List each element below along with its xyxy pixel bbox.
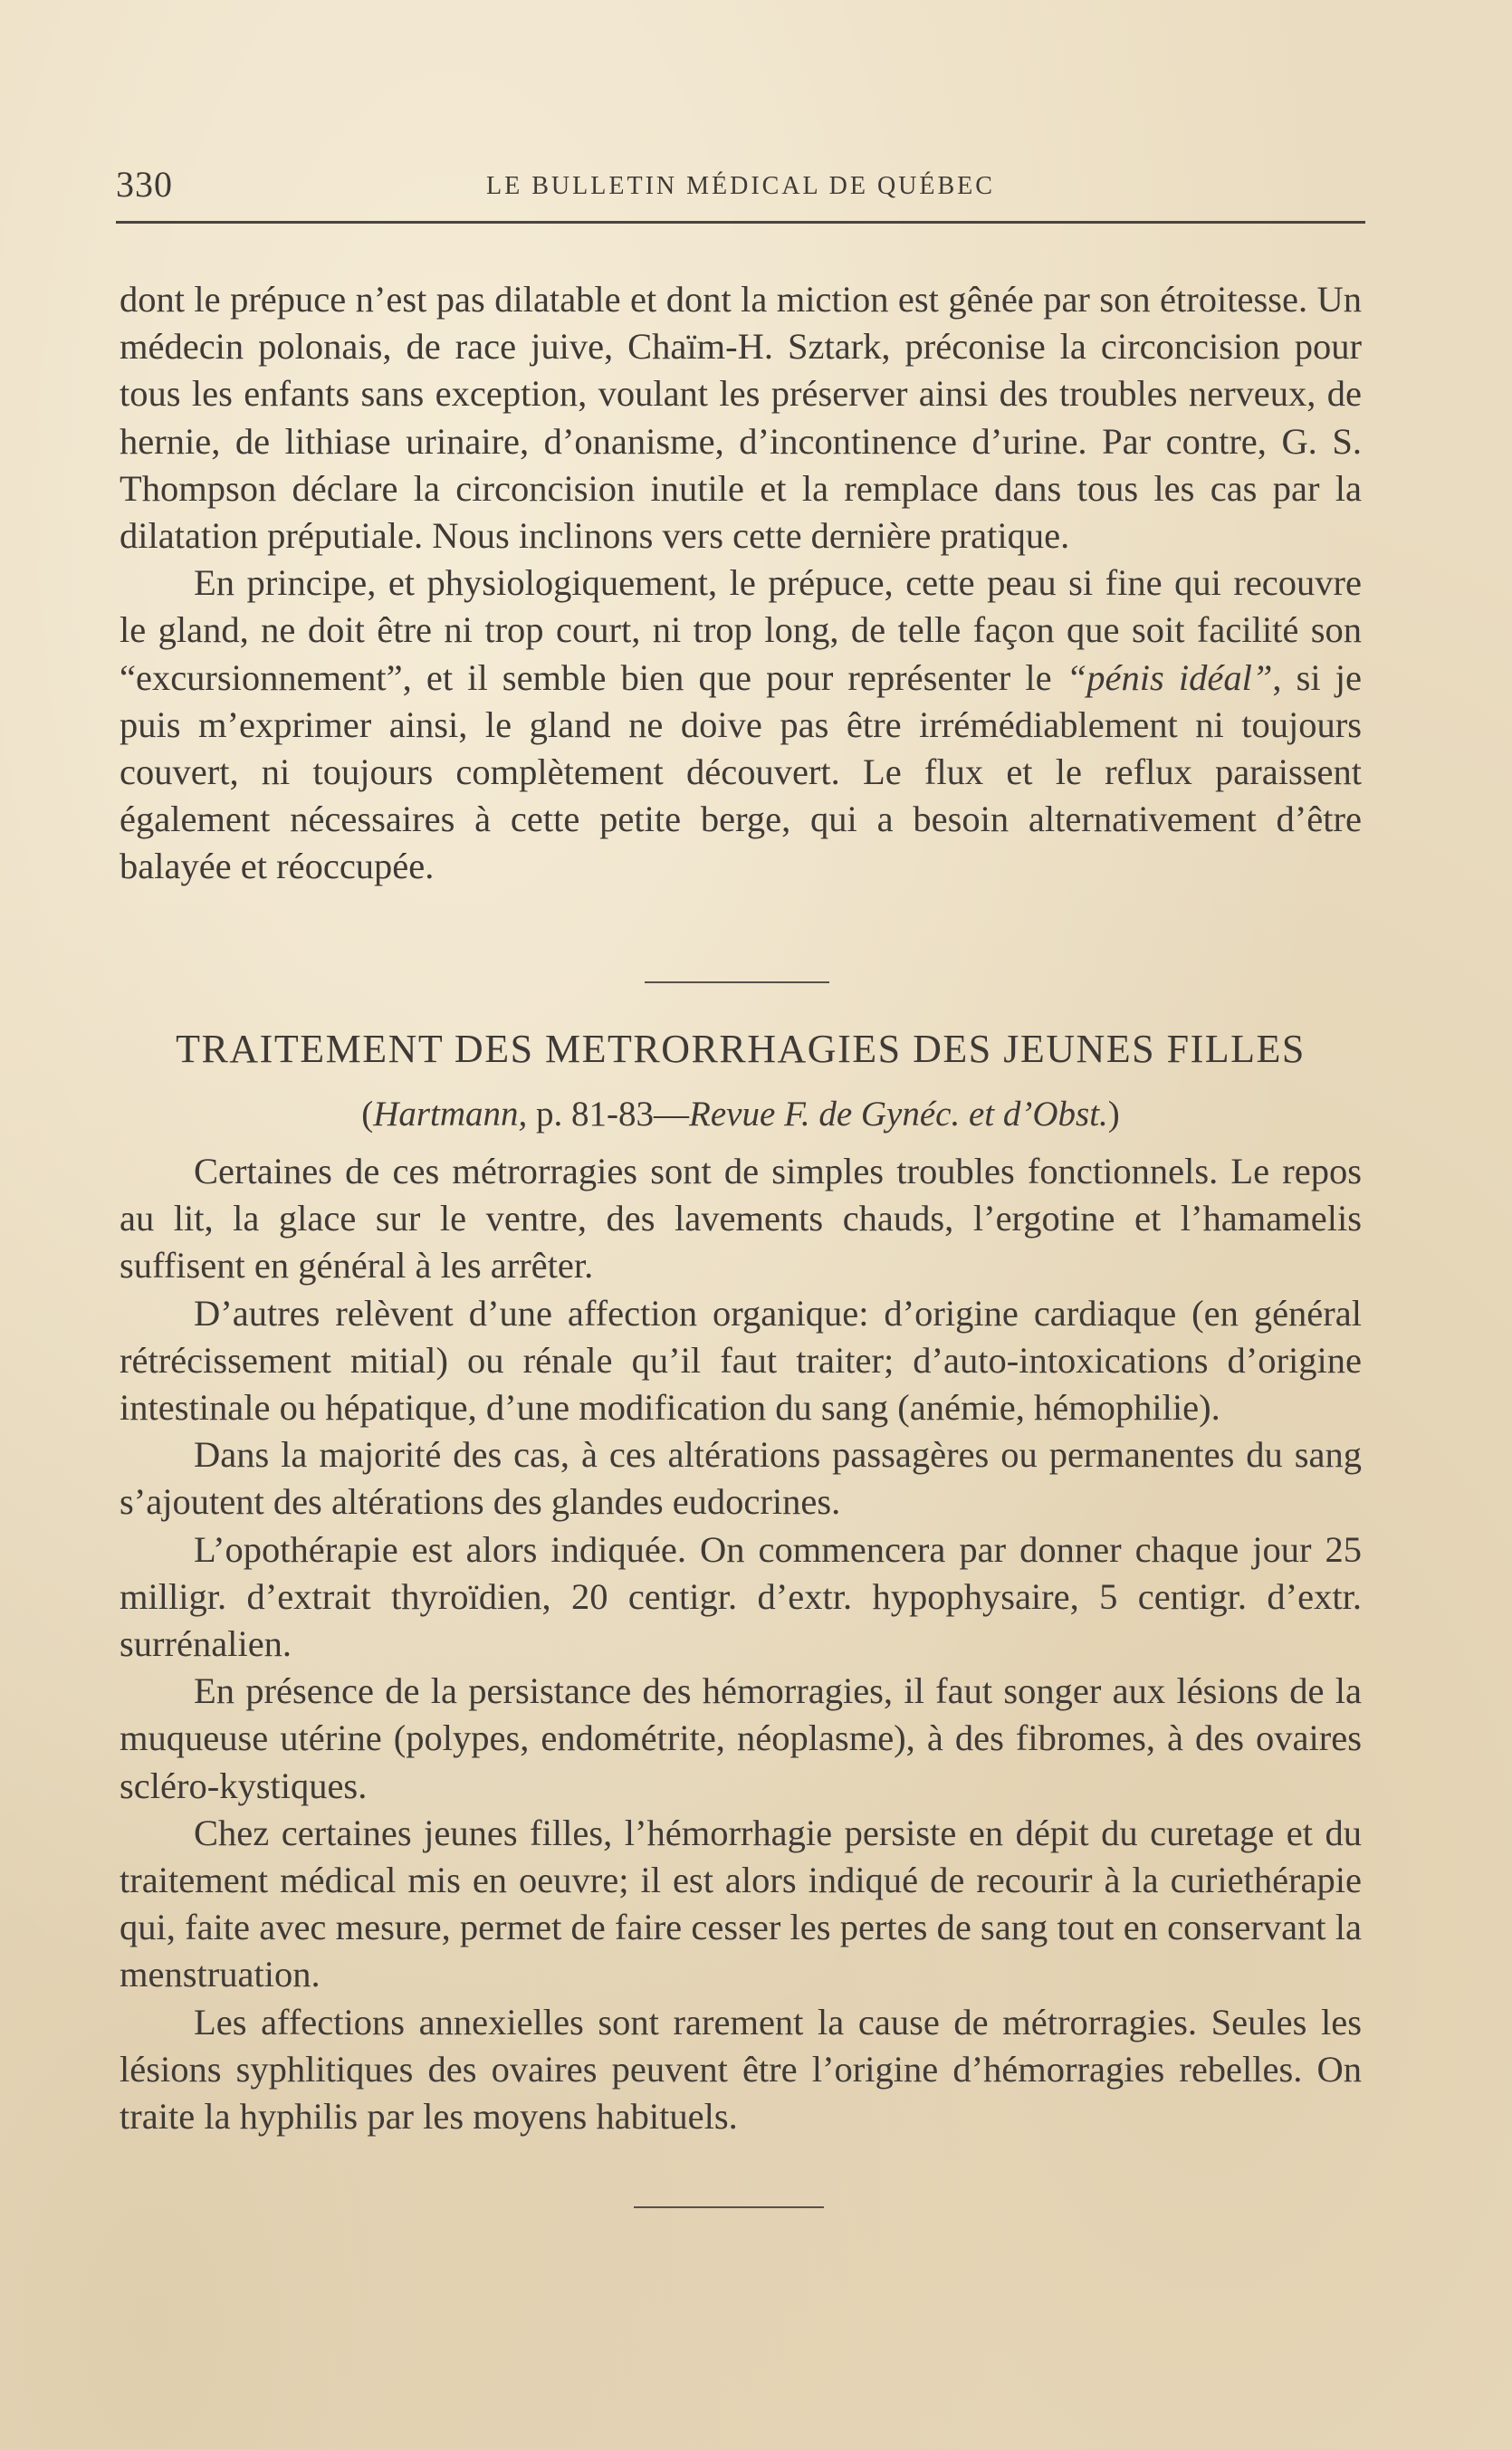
paragraph: L’opothérapie est alors indiquée. On commencera par donner chaque jour 25 milligr. d’extrait thyroïdien, 20 centigr. d’extr. hypophysaire, 5 centigr. d’extr. surrénalien.	[120, 1528, 1362, 1665]
italic-phrase: “pénis idéal”	[1066, 656, 1273, 698]
section-body	[120, 1148, 1362, 2140]
citation-open: (	[361, 1095, 374, 1134]
section-citation	[120, 1094, 1362, 1134]
running-title: LE BULLETIN MÉDICAL DE QUÉBEC	[486, 172, 995, 200]
paragraph: Les affections annexielles sont rarement la cause de métrorragies. Seules les lésions syphlitiques des ovaires peuvent être l’origine d’hémorragies rebelles. On traite la hyphilis par les moyens habituels.	[120, 2001, 1362, 2138]
paragraph-text: En principe, et physiologiquement, le prépuce, cette peau si fine qui recouvre le gland, ne doit être ni trop court, ni trop long, de telle façon que soit facilité son “excursionnement”, et il semble bien que pour représenter le	[120, 562, 1362, 698]
paragraph: dont le prépuce n’est pas dilatable et dont la miction est gênée par son étroitesse. Un médecin polonais, de race juive, Chaïm-H. Sztark, préconise la circoncision pour tous les enfants sans exception, voulant les préserver ainsi des troubles nerveux, de hernie, de lithiase urinaire, d’onanisme, d’incontinence d’urine. Par contre, G. S. Thompson déclare la circoncision inutile et la remplace dans tous les cas par la dilatation préputiale. Nous inclinons vers cette dernière pratique.	[120, 279, 1362, 557]
paragraph-text: , si je puis m’exprimer ainsi, le gland ne doive pas être irrémédiablement ni toujours couvert, ni toujours complètement découvert. Le flux et le reflux paraissent également nécessaires à cette petite berge, qui a besoin alternativement d’être balayée et réoccupée.	[120, 656, 1362, 887]
continuation-text	[120, 276, 1362, 891]
header-rule	[116, 221, 1365, 224]
paragraph: D’autres relèvent d’une affection organique: d’origine cardiaque (en général rétrécissement mitial) ou rénale qu’il faut traiter; d’auto-intoxications d’origine intestinale ou hépatique, d’une modification du sang (anémie, hémophilie).	[120, 1292, 1362, 1429]
page-number: 330	[116, 164, 173, 205]
citation-pages: p. 81-83—	[527, 1095, 690, 1134]
citation-journal: Revue F. de Gynéc. et d’Obst.	[689, 1095, 1108, 1134]
section-title: TRAITEMENT DES METRORRHAGIES DES JEUNES FILLES	[176, 1027, 1306, 1071]
paragraph: Certaines de ces métrorragies sont de simples troubles fonctionnels. Le repos au lit, la glace sur le ventre, des lavements chauds, l’ergotine et l’hamamelis suffisent en général à les arrêter.	[120, 1151, 1362, 1287]
page-header	[116, 163, 1365, 208]
citation-close: )	[1107, 1095, 1120, 1134]
paragraph	[120, 560, 1362, 890]
paragraph: En présence de la persistance des hémorragies, il faut songer aux lésions de la muqueuse utérine (polypes, endométrite, néoplasme), à des fibromes, à des ovaires scléro-kystiques.	[120, 1670, 1362, 1806]
citation-author: Hartmann,	[373, 1095, 528, 1134]
end-divider	[634, 2206, 824, 2208]
paragraph: Dans la majorité des cas, à ces altérations passagères ou permanentes du sang s’ajoutent des altérations des glandes eudocrines.	[120, 1434, 1362, 1523]
paragraph: Chez certaines jeunes filles, l’hémorrhagie persiste en dépit du curetage et du traitement médical mis en oeuvre; il est alors indiqué de recourir à la curiethérapie qui, faite avec mesure, permet de faire cesser les pertes de sang tout en conservant la menstruation.	[120, 1812, 1362, 1995]
section-divider	[645, 981, 829, 983]
